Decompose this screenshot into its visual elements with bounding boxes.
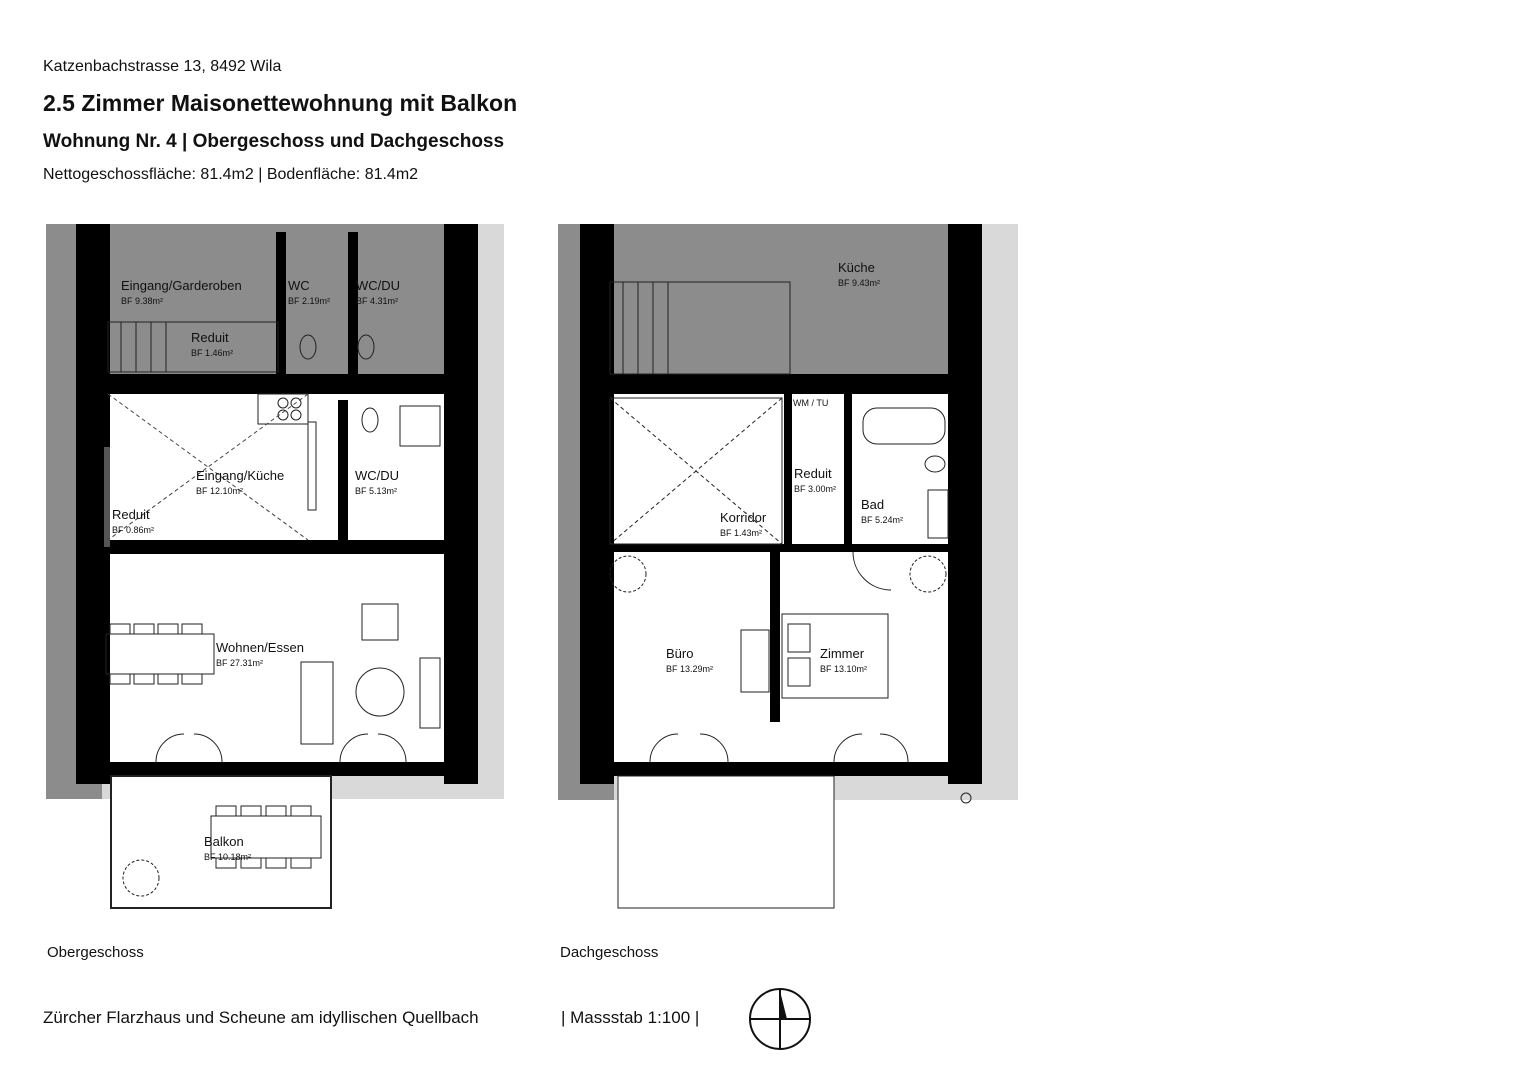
room-name-buero: Büro (666, 646, 694, 661)
room-name-wc-du-top: WC/DU (356, 278, 401, 293)
room-area-wohnen-essen: BF 27.31m² (216, 658, 264, 668)
room-area-reduit-top: BF 1.46m² (191, 348, 234, 358)
room-area-kueche: BF 9.43m² (838, 278, 881, 288)
page-title: 2.5 Zimmer Maisonettewohnung mit Balkon (43, 90, 518, 116)
area-summary: Nettogeschossfläche: 81.4m2 | Bodenfläche: 81.4m2 (43, 166, 419, 183)
room-name-wohnen-essen: Wohnen/Essen (216, 640, 304, 655)
room-area-eingang-garderoben: BF 9.38m² (121, 296, 164, 306)
room-area-wc-du: BF 5.13m² (355, 486, 398, 496)
room-name-reduit-top: Reduit (191, 330, 229, 345)
compass-icon (747, 986, 813, 1057)
room-name-reduit: Reduit (112, 507, 150, 522)
floor-label-dachgeschoss: Dachgeschoss (560, 944, 659, 961)
room-area-buero: BF 13.29m² (666, 664, 714, 674)
room-name-wc-du: WC/DU (355, 468, 400, 483)
room-name-balkon: Balkon (204, 834, 244, 849)
room-name-wc: WC (288, 278, 310, 293)
room-name-eingang-kueche: Eingang/Küche (196, 468, 285, 483)
room-area-reduit: BF 3.00m² (794, 484, 837, 494)
floorplan-obergeschoss (46, 222, 506, 912)
floor-label-obergeschoss: Obergeschoss (47, 944, 144, 961)
page-subtitle: Wohnung Nr. 4 | Obergeschoss und Dachgeschoss (43, 131, 505, 152)
room-area-reduit: BF 0.86m² (112, 525, 155, 535)
room-area-bad: BF 5.24m² (861, 515, 904, 525)
room-name-kueche: Küche (838, 260, 875, 275)
room-area-balkon: BF 10.18m² (204, 852, 252, 862)
room-area-zimmer: BF 13.10m² (820, 664, 868, 674)
room-name-zimmer: Zimmer (820, 646, 865, 661)
footer-scale: | Massstab 1:100 | (561, 1008, 700, 1027)
room-area-wc: BF 2.19m² (288, 296, 331, 306)
floorplan-dachgeschoss (558, 222, 1020, 922)
room-name-eingang-garderoben: Eingang/Garderoben (121, 278, 242, 293)
room-name-bad: Bad (861, 497, 885, 512)
address: Katzenbachstrasse 13, 8492 Wila (43, 58, 282, 75)
footer-description: Zürcher Flarzhaus und Scheune am idyllischen Quellbach (43, 1008, 479, 1027)
room-name-reduit: Reduit (794, 466, 832, 481)
room-area-eingang-kueche: BF 12.10m² (196, 486, 244, 496)
room-name-wm-tu: WM / TU (793, 398, 829, 408)
room-area-korridor: BF 1.43m² (720, 528, 763, 538)
room-name-korridor: Korridor (720, 510, 767, 525)
room-area-wc-du-top: BF 4.31m² (356, 296, 399, 306)
